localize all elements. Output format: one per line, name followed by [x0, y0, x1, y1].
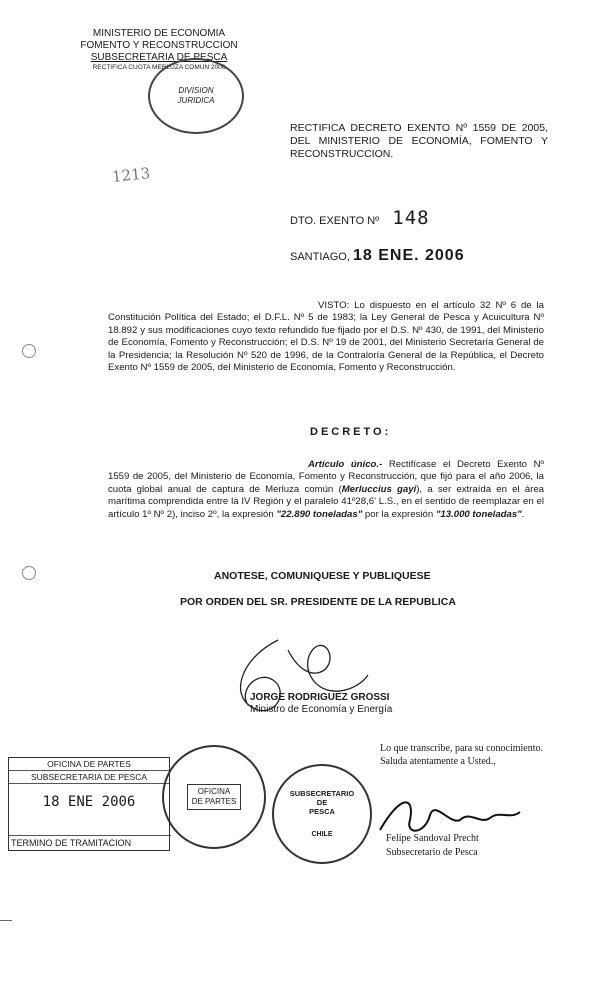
article-text-4: . [521, 508, 525, 520]
transcribe-line-2: Saluda atentamente a Usted., [380, 756, 496, 767]
header-line-2: FOMENTO Y RECONSTRUCCION [80, 40, 238, 51]
stamp-pesca-rim: CHILE [311, 831, 333, 838]
article-paragraph [108, 459, 544, 521]
header-line-4: RECTIFICA CUOTA MERLUZA COMUN 2006 [92, 64, 226, 71]
article-old-amount: "22.890 toneladas" [276, 508, 363, 520]
decreto-heading: DECRETO: [310, 426, 392, 438]
stamp-oficina-line2: DE PARTES [191, 797, 237, 806]
article-species: Merluccius gayi [341, 483, 417, 495]
ofbox-bottom: TERMINO DE TRAMITACION [9, 835, 171, 850]
transcribe-block [380, 742, 543, 768]
ofbox-date: 18 ENE 2006 [42, 794, 136, 810]
decree-label: DTO. EXENTO Nº [290, 215, 380, 227]
date-line [290, 247, 465, 265]
division-juridica-stamp [148, 58, 244, 134]
decree-number: 148 [392, 207, 430, 229]
article-text-3: por la expresión [362, 508, 436, 520]
article-text-1: Rectifícase el Decreto Exento Nº 1559 de 2005, del Ministerio de Economía, Fomento y Reconstrucción, que fijó para el año 2006, la cuota global anual de captura de Merluza común ( [108, 459, 545, 495]
stamp-pesca-line2: DE [316, 798, 328, 807]
subsecretario-pesca-stamp [272, 764, 372, 864]
stamp-pesca-line3: PESCA [309, 807, 335, 816]
binder-hole-1 [22, 344, 36, 358]
stamp-division-line1: DIVISION [178, 86, 214, 95]
margin-mark [0, 920, 12, 921]
decree-number-line [290, 207, 430, 229]
oficina-partes-box-stamp [8, 757, 170, 851]
date-value: 18 ENE. 2006 [352, 247, 465, 264]
ofbox-line-2: SUBSECRETARIA DE PESCA [9, 771, 169, 784]
stamp-division-line2: JURIDICA [177, 96, 215, 105]
decree-title: RECTIFICA DECRETO EXENTO Nº 1559 DE 2005, DEL MINISTERIO DE ECONOMÍA, FOMENTO Y RECONSTRUCCION. [290, 122, 548, 160]
header-line-3: SUBSECRETARIA DE PESCA [90, 52, 228, 63]
subsecretario-block [386, 832, 479, 860]
visto-paragraph: VISTO: Lo dispuesto en el artículo 32 Nº 6 de la Constitución Política del Estado; el D.F.L. Nº 5 de 1983; la Ley General de Pesca y Acuicultura Nº 18.892 y sus modificaciones cuyo texto refundido fue fijado por el D.S. Nº 430, de 1991, del Ministerio de Economía, Fomento y Reconstrucción; el D.S. Nº 19 de 2001, del Ministerio Secretaría General de la Presidencia; la Resolución Nº 520 de 1996, de la Contraloría General de la República, el Decreto Exento Nº 1559 de 2005, del Ministerio de Economía, Fomento y Reconstrucción. [108, 300, 544, 374]
binder-hole-2 [22, 566, 36, 580]
article-new-amount: "13.000 toneladas" [435, 508, 522, 520]
oficina-partes-round-stamp [162, 745, 266, 849]
ofbox-line-1: OFICINA DE PARTES [9, 758, 169, 771]
stamp-oficina-line1: OFICINA [197, 787, 231, 796]
minister-title: Ministro de Economía y Energía [250, 704, 393, 715]
article-text-2: ), a ser extraída en el área marítima comprendida entre la IV Región y el paralelo 41º28,6' L.S., en el sentido de reemplazar en el artículo 1º Nº 2), inciso 2º, la expresión [108, 483, 545, 520]
date-place: SANTIAGO, [290, 251, 350, 263]
minister-block [250, 692, 392, 716]
closing-anotese: ANOTESE, COMUNIQUESE Y PUBLIQUESE [214, 570, 431, 582]
signatory-title: Subsecretario de Pesca [386, 847, 478, 858]
article-heading: Artículo único.- [308, 459, 383, 470]
minister-name: JORGE RODRIGUEZ GROSSI [250, 692, 390, 703]
header-line-1: MINISTERIO DE ECONOMIA [92, 28, 226, 39]
signatory-name: Felipe Sandoval Precht [386, 833, 479, 844]
stamp-pesca-line1: SUBSECRETARIO [289, 789, 355, 798]
closing-por-orden: POR ORDEN DEL SR. PRESIDENTE DE LA REPUBLICA [180, 596, 456, 608]
transcribe-line-1: Lo que transcribe, para su conocimiento. [380, 743, 543, 754]
handwritten-note: 1213 [111, 164, 152, 186]
